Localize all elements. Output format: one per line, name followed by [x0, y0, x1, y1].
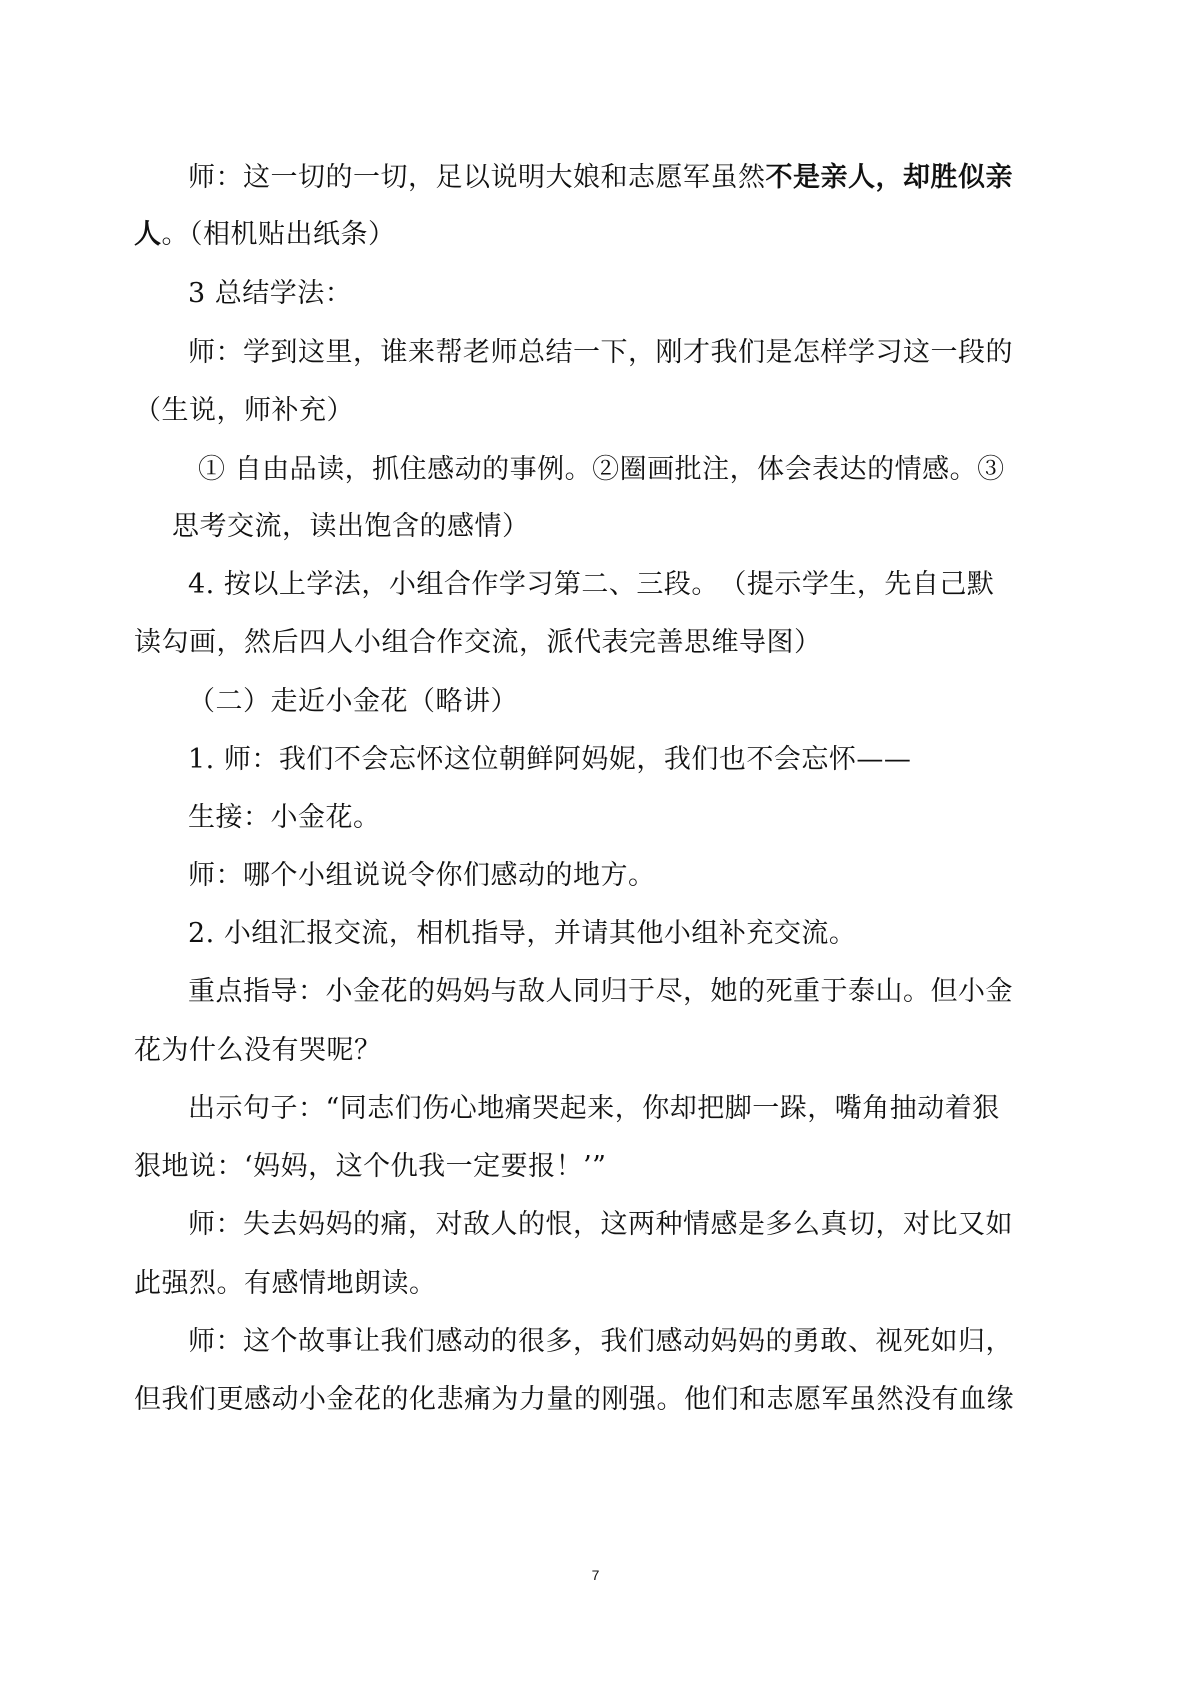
line-text: 师：这一切的一切，足以说明大娘和志愿军虽然: [188, 162, 766, 193]
page-number: 7: [591, 1567, 600, 1583]
paragraph-line: 此强烈。有感情地朗读。: [134, 1268, 437, 1299]
paragraph-line: [188, 158, 1013, 198]
paragraph-line: 2. 小组汇报交流，相机指导，并请其他小组补充交流。: [188, 918, 857, 949]
paragraph-line: 重点指导：小金花的妈妈与敌人同归于尽，她的死重于泰山。但小金: [188, 976, 1013, 1007]
paragraph-line: 出示句子：“同志们伤心地痛哭起来，你却把脚一跺，嘴角抽动着狠: [188, 1093, 1000, 1124]
paragraph-line: 读勾画，然后四人小组合作交流，派代表完善思维导图）: [134, 627, 822, 658]
line-text: 。（相机贴出纸条）: [161, 219, 396, 250]
paragraph-line: 狠地说：‘妈妈，这个仇我一定要报！’”: [134, 1151, 607, 1182]
paragraph-line: （生说，师补充）: [134, 395, 354, 426]
paragraph-line: 花为什么没有哭呢？: [134, 1035, 382, 1066]
paragraph-line: 生接：小金花。: [188, 802, 381, 833]
paragraph-line: 思考交流，读出饱含的感情）: [172, 511, 530, 542]
paragraph-line: 1. 师：我们不会忘怀这位朝鲜阿妈妮，我们也不会忘怀——: [188, 744, 912, 775]
bold-emphasis: 不是亲人，却胜似亲: [765, 162, 1013, 193]
paragraph-line: 师：哪个小组说说令你们感动的地方。: [188, 860, 656, 891]
bold-emphasis: 人: [134, 219, 162, 250]
paragraph-line: 3 总结学法：: [188, 278, 353, 309]
paragraph-line: 师：这个故事让我们感动的很多，我们感动妈妈的勇敢、视死如归，: [188, 1326, 1013, 1357]
paragraph-line: [134, 215, 396, 255]
paragraph-line: 师：学到这里，谁来帮老师总结一下，刚才我们是怎样学习这一段的: [188, 337, 1013, 368]
paragraph-line: ① 自由品读，抓住感动的事例。②圈画批注，体会表达的情感。③: [198, 454, 1005, 485]
paragraph-line: 师：失去妈妈的痛，对敌人的恨，这两种情感是多么真切，对比又如: [188, 1209, 1013, 1240]
paragraph-line: 但我们更感动小金花的化悲痛为力量的刚强。他们和志愿军虽然没有血缘: [134, 1384, 1014, 1415]
paragraph-line: 4. 按以上学法，小组合作学习第二、三段。 （提示学生，先自己默: [188, 569, 995, 600]
section-heading: （二）走近小金花（略讲）: [188, 686, 518, 717]
